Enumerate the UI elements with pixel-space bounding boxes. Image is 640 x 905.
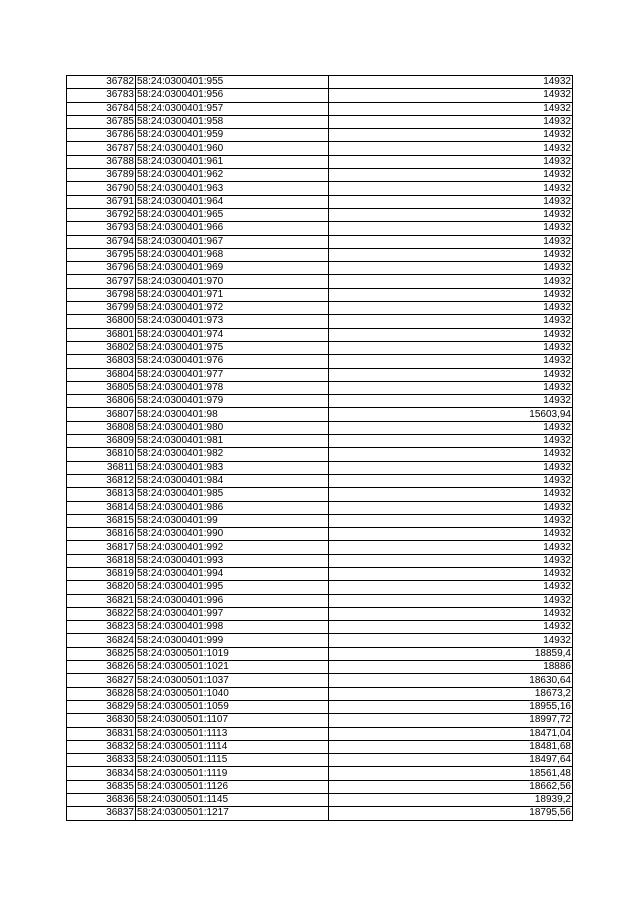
table-row	[67, 235, 573, 248]
cadastral-number-cell: 58:24:0300401:978	[136, 381, 329, 394]
value-cell: 14932	[329, 328, 573, 341]
value-cell: 14932	[329, 461, 573, 474]
cadastral-number-cell: 58:24:0300401:992	[136, 541, 329, 554]
cadastral-number-cell: 58:24:0300401:962	[136, 169, 329, 182]
value-cell: 14932	[329, 89, 573, 102]
table-row	[67, 435, 573, 448]
row-number-cell: 36824	[67, 634, 136, 647]
table-row	[67, 488, 573, 501]
table-row	[67, 514, 573, 527]
table-row	[67, 155, 573, 168]
table-row	[67, 634, 573, 647]
cadastral-number-cell: 58:24:0300401:993	[136, 554, 329, 567]
table-row	[67, 727, 573, 740]
value-cell: 18497,64	[329, 754, 573, 767]
value-cell: 14932	[329, 115, 573, 128]
row-number-cell: 36797	[67, 275, 136, 288]
value-cell: 15603,94	[329, 408, 573, 421]
table-row	[67, 381, 573, 394]
table-row	[67, 315, 573, 328]
value-cell: 14932	[329, 248, 573, 261]
value-cell: 14932	[329, 315, 573, 328]
cadastral-number-cell: 58:24:0300401:997	[136, 607, 329, 620]
cadastral-number-cell: 58:24:0300401:980	[136, 421, 329, 434]
cadastral-number-cell: 58:24:0300401:996	[136, 594, 329, 607]
value-cell: 14932	[329, 435, 573, 448]
value-cell: 14932	[329, 222, 573, 235]
row-number-cell: 36833	[67, 754, 136, 767]
row-number-cell: 36786	[67, 129, 136, 142]
row-number-cell: 36817	[67, 541, 136, 554]
value-cell: 14932	[329, 235, 573, 248]
value-cell: 14932	[329, 581, 573, 594]
cadastral-number-cell: 58:24:0300401:998	[136, 621, 329, 634]
cadastral-number-cell: 58:24:0300401:986	[136, 501, 329, 514]
value-cell: 18886	[329, 661, 573, 674]
cadastral-number-cell: 58:24:0300501:1145	[136, 794, 329, 807]
row-number-cell: 36808	[67, 421, 136, 434]
cadastral-number-cell: 58:24:0300501:1021	[136, 661, 329, 674]
table-row	[67, 182, 573, 195]
value-cell: 14932	[329, 368, 573, 381]
row-number-cell: 36799	[67, 302, 136, 315]
table-row	[67, 208, 573, 221]
value-cell: 14932	[329, 355, 573, 368]
row-number-cell: 36813	[67, 488, 136, 501]
table-row	[67, 554, 573, 567]
table-row	[67, 794, 573, 807]
value-cell: 14932	[329, 488, 573, 501]
value-cell: 14932	[329, 541, 573, 554]
row-number-cell: 36818	[67, 554, 136, 567]
value-cell: 18471,04	[329, 727, 573, 740]
cadastral-number-cell: 58:24:0300401:983	[136, 461, 329, 474]
value-cell: 14932	[329, 621, 573, 634]
table-row	[67, 248, 573, 261]
table-row	[67, 89, 573, 102]
value-cell: 14932	[329, 528, 573, 541]
row-number-cell: 36814	[67, 501, 136, 514]
table-row	[67, 421, 573, 434]
row-number-cell: 36826	[67, 661, 136, 674]
cadastral-number-cell: 58:24:0300401:974	[136, 328, 329, 341]
table-row	[67, 341, 573, 354]
value-cell: 14932	[329, 395, 573, 408]
row-number-cell: 36822	[67, 607, 136, 620]
cadastral-number-cell: 58:24:0300501:1107	[136, 714, 329, 727]
cadastral-number-cell: 58:24:0300501:1019	[136, 647, 329, 660]
row-number-cell: 36825	[67, 647, 136, 660]
row-number-cell: 36800	[67, 315, 136, 328]
cadastral-number-cell: 58:24:0300401:990	[136, 528, 329, 541]
row-number-cell: 36834	[67, 767, 136, 780]
cadastral-number-cell: 58:24:0300401:961	[136, 155, 329, 168]
row-number-cell: 36796	[67, 262, 136, 275]
cadastral-number-cell: 58:24:0300501:1115	[136, 754, 329, 767]
data-table	[66, 75, 573, 821]
table-row	[67, 767, 573, 780]
cadastral-number-cell: 58:24:0300401:972	[136, 302, 329, 315]
value-cell: 14932	[329, 275, 573, 288]
cadastral-number-cell: 58:24:0300401:970	[136, 275, 329, 288]
cadastral-number-cell: 58:24:0300501:1114	[136, 740, 329, 753]
cadastral-number-cell: 58:24:0300401:973	[136, 315, 329, 328]
cadastral-number-cell: 58:24:0300401:955	[136, 76, 329, 89]
row-number-cell: 36805	[67, 381, 136, 394]
value-cell: 14932	[329, 567, 573, 580]
value-cell: 14932	[329, 341, 573, 354]
row-number-cell: 36810	[67, 448, 136, 461]
row-number-cell: 36807	[67, 408, 136, 421]
row-number-cell: 36784	[67, 102, 136, 115]
cadastral-number-cell: 58:24:0300401:964	[136, 195, 329, 208]
value-cell: 18630,64	[329, 674, 573, 687]
table-row	[67, 674, 573, 687]
cadastral-number-cell: 58:24:0300401:968	[136, 248, 329, 261]
table-row	[67, 581, 573, 594]
table-row	[67, 275, 573, 288]
value-cell: 18662,56	[329, 780, 573, 793]
table-body	[67, 76, 573, 821]
value-cell: 14932	[329, 514, 573, 527]
cadastral-number-cell: 58:24:0300401:994	[136, 567, 329, 580]
row-number-cell: 36819	[67, 567, 136, 580]
value-cell: 14932	[329, 607, 573, 620]
row-number-cell: 36802	[67, 341, 136, 354]
value-cell: 14932	[329, 76, 573, 89]
table-row	[67, 461, 573, 474]
row-number-cell: 36836	[67, 794, 136, 807]
cadastral-number-cell: 58:24:0300401:982	[136, 448, 329, 461]
value-cell: 18673,2	[329, 687, 573, 700]
cadastral-number-cell: 58:24:0300401:98	[136, 408, 329, 421]
row-number-cell: 36804	[67, 368, 136, 381]
value-cell: 14932	[329, 554, 573, 567]
cadastral-number-cell: 58:24:0300401:999	[136, 634, 329, 647]
row-number-cell: 36801	[67, 328, 136, 341]
row-number-cell: 36789	[67, 169, 136, 182]
table-row	[67, 368, 573, 381]
cadastral-number-cell: 58:24:0300401:981	[136, 435, 329, 448]
row-number-cell: 36812	[67, 474, 136, 487]
row-number-cell: 36798	[67, 288, 136, 301]
row-number-cell: 36785	[67, 115, 136, 128]
row-number-cell: 36831	[67, 727, 136, 740]
cadastral-number-cell: 58:24:0300501:1040	[136, 687, 329, 700]
value-cell: 18795,56	[329, 807, 573, 820]
value-cell: 14932	[329, 182, 573, 195]
value-cell: 14932	[329, 142, 573, 155]
table-row	[67, 621, 573, 634]
cadastral-number-cell: 58:24:0300401:969	[136, 262, 329, 275]
cadastral-number-cell: 58:24:0300401:984	[136, 474, 329, 487]
value-cell: 18997,72	[329, 714, 573, 727]
value-cell: 18481,68	[329, 740, 573, 753]
value-cell: 14932	[329, 208, 573, 221]
table-row	[67, 115, 573, 128]
row-number-cell: 36830	[67, 714, 136, 727]
table-row	[67, 222, 573, 235]
cadastral-number-cell: 58:24:0300401:965	[136, 208, 329, 221]
cadastral-number-cell: 58:24:0300401:957	[136, 102, 329, 115]
row-number-cell: 36790	[67, 182, 136, 195]
row-number-cell: 36821	[67, 594, 136, 607]
row-number-cell: 36792	[67, 208, 136, 221]
value-cell: 14932	[329, 169, 573, 182]
cadastral-number-cell: 58:24:0300401:967	[136, 235, 329, 248]
cadastral-number-cell: 58:24:0300401:99	[136, 514, 329, 527]
table-row	[67, 647, 573, 660]
value-cell: 14932	[329, 129, 573, 142]
cadastral-number-cell: 58:24:0300401:971	[136, 288, 329, 301]
table-row	[67, 395, 573, 408]
table-row	[67, 328, 573, 341]
row-number-cell: 36837	[67, 807, 136, 820]
cadastral-number-cell: 58:24:0300401:995	[136, 581, 329, 594]
table-row	[67, 661, 573, 674]
table-row	[67, 102, 573, 115]
cadastral-number-cell: 58:24:0300401:966	[136, 222, 329, 235]
value-cell: 14932	[329, 594, 573, 607]
row-number-cell: 36803	[67, 355, 136, 368]
cadastral-number-cell: 58:24:0300501:1113	[136, 727, 329, 740]
row-number-cell: 36835	[67, 780, 136, 793]
value-cell: 18561,48	[329, 767, 573, 780]
table-row	[67, 714, 573, 727]
value-cell: 18955,16	[329, 700, 573, 713]
cadastral-number-cell: 58:24:0300401:958	[136, 115, 329, 128]
cadastral-number-cell: 58:24:0300401:979	[136, 395, 329, 408]
value-cell: 14932	[329, 262, 573, 275]
cadastral-number-cell: 58:24:0300401:956	[136, 89, 329, 102]
cadastral-number-cell: 58:24:0300401:985	[136, 488, 329, 501]
table-row	[67, 129, 573, 142]
table-row	[67, 302, 573, 315]
row-number-cell: 36823	[67, 621, 136, 634]
table-row	[67, 169, 573, 182]
table-row	[67, 501, 573, 514]
table-row	[67, 262, 573, 275]
row-number-cell: 36829	[67, 700, 136, 713]
value-cell: 14932	[329, 501, 573, 514]
value-cell: 14932	[329, 448, 573, 461]
table-row	[67, 754, 573, 767]
row-number-cell: 36815	[67, 514, 136, 527]
cadastral-number-cell: 58:24:0300501:1217	[136, 807, 329, 820]
table-row	[67, 607, 573, 620]
value-cell: 18939,2	[329, 794, 573, 807]
cadastral-number-cell: 58:24:0300401:959	[136, 129, 329, 142]
table-row	[67, 288, 573, 301]
table-row	[67, 687, 573, 700]
row-number-cell: 36832	[67, 740, 136, 753]
table-row	[67, 195, 573, 208]
cadastral-number-cell: 58:24:0300501:1037	[136, 674, 329, 687]
row-number-cell: 36816	[67, 528, 136, 541]
row-number-cell: 36820	[67, 581, 136, 594]
row-number-cell: 36809	[67, 435, 136, 448]
row-number-cell: 36783	[67, 89, 136, 102]
row-number-cell: 36794	[67, 235, 136, 248]
row-number-cell: 36806	[67, 395, 136, 408]
table-row	[67, 780, 573, 793]
table-row	[67, 408, 573, 421]
value-cell: 14932	[329, 634, 573, 647]
cadastral-number-cell: 58:24:0300401:977	[136, 368, 329, 381]
value-cell: 14932	[329, 155, 573, 168]
table-row	[67, 541, 573, 554]
row-number-cell: 36782	[67, 76, 136, 89]
cadastral-number-cell: 58:24:0300401:963	[136, 182, 329, 195]
row-number-cell: 36791	[67, 195, 136, 208]
table-row	[67, 448, 573, 461]
row-number-cell: 36828	[67, 687, 136, 700]
table-row	[67, 567, 573, 580]
row-number-cell: 36788	[67, 155, 136, 168]
cadastral-number-cell: 58:24:0300401:976	[136, 355, 329, 368]
table-row	[67, 700, 573, 713]
value-cell: 14932	[329, 302, 573, 315]
row-number-cell: 36787	[67, 142, 136, 155]
cadastral-number-cell: 58:24:0300501:1059	[136, 700, 329, 713]
table-row	[67, 142, 573, 155]
cadastral-number-cell: 58:24:0300501:1119	[136, 767, 329, 780]
table-row	[67, 76, 573, 89]
cadastral-number-cell: 58:24:0300501:1126	[136, 780, 329, 793]
value-cell: 14932	[329, 102, 573, 115]
value-cell: 14932	[329, 288, 573, 301]
value-cell: 14932	[329, 474, 573, 487]
row-number-cell: 36793	[67, 222, 136, 235]
table-row	[67, 740, 573, 753]
table-row	[67, 474, 573, 487]
value-cell: 14932	[329, 195, 573, 208]
table-row	[67, 807, 573, 820]
cadastral-number-cell: 58:24:0300401:975	[136, 341, 329, 354]
value-cell: 14932	[329, 381, 573, 394]
row-number-cell: 36827	[67, 674, 136, 687]
cadastral-number-cell: 58:24:0300401:960	[136, 142, 329, 155]
table-row	[67, 528, 573, 541]
row-number-cell: 36811	[67, 461, 136, 474]
table-row	[67, 594, 573, 607]
table-row	[67, 355, 573, 368]
row-number-cell: 36795	[67, 248, 136, 261]
value-cell: 18859,4	[329, 647, 573, 660]
value-cell: 14932	[329, 421, 573, 434]
